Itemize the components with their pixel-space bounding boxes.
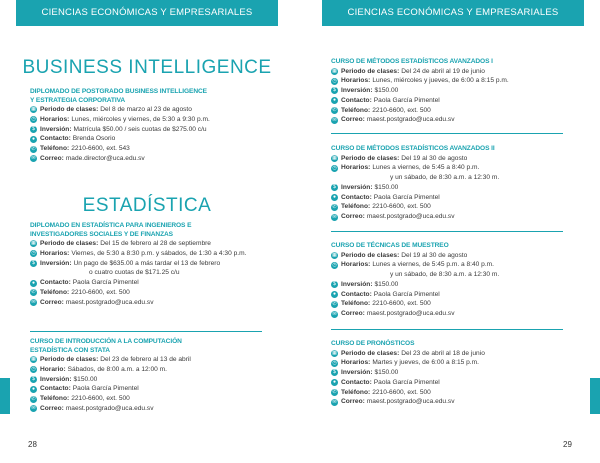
course-heading: DIPLOMADO DE POSTGRADO BUSINESS INTELLIGENCE	[30, 88, 207, 95]
divider	[331, 231, 563, 232]
phone-icon: ✆	[332, 203, 337, 210]
course-detail-row	[331, 115, 581, 125]
course-block	[30, 338, 280, 414]
course-detail-row	[331, 183, 581, 193]
mail-icon: ✉	[31, 155, 36, 162]
course-detail-row	[30, 288, 280, 298]
detail-label: Inversión:	[40, 125, 72, 133]
detail-label: Correo:	[40, 154, 64, 162]
detail-value: Paola García Pimentel	[373, 96, 440, 104]
course-detail-row	[30, 394, 280, 404]
detail-value[interactable]: maest.postgrado@uca.edu.sv	[366, 213, 455, 221]
detail-label: Correo:	[341, 398, 365, 406]
detail-label: Periodo de clases:	[341, 349, 400, 357]
detail-label: Correo:	[341, 310, 365, 318]
phone-icon: ✆	[332, 300, 337, 307]
mail-icon: ✉	[31, 299, 36, 306]
detail-value: Martes y jueves, de 6:00 a 8:15 p.m.	[372, 359, 479, 367]
course-block	[331, 145, 581, 222]
course-detail-row	[331, 193, 581, 203]
detail-value: Viernes, de 5:30 a 8:30 p.m. y sábados, de 1:30 a 4:30 p.m.	[71, 249, 247, 257]
clock-icon: ◷	[332, 77, 337, 84]
detail-value[interactable]: maest.postgrado@uca.edu.sv	[366, 310, 455, 318]
section-banner-right: CIENCIAS ECONÓMICAS Y EMPRESARIALES	[322, 0, 584, 26]
detail-value: 2210-6600, ext. 500	[372, 203, 431, 211]
calendar-icon: ▦	[332, 154, 337, 161]
course-heading: Y ESTRATEGIA CORPORATIVA	[30, 96, 126, 104]
course-heading: ESTADÍSTICA CON STATA	[30, 346, 110, 354]
detail-label: Contacto:	[40, 279, 71, 287]
course-detail-row	[30, 134, 280, 144]
detail-value: Paola García Pimentel	[373, 378, 440, 386]
detail-label: Inversión:	[40, 259, 72, 267]
detail-label: Teléfono:	[40, 395, 70, 403]
detail-value: Del 23 de abril al 18 de junio	[401, 349, 485, 357]
money-icon: $	[331, 87, 338, 94]
detail-label: Teléfono:	[341, 106, 371, 114]
course-detail-row	[331, 106, 581, 116]
mail-icon: ✉	[332, 213, 337, 220]
course-heading: DIPLOMADO EN ESTADÍSTICA PARA INGENIEROS E	[30, 222, 192, 229]
detail-value: Del 19 al 30 de agosto	[401, 154, 468, 162]
course-detail-row	[30, 239, 280, 249]
detail-value: $150.00	[374, 280, 399, 288]
course-detail-row	[30, 404, 280, 414]
course-detail-row	[331, 173, 581, 183]
person-icon: ●	[31, 385, 36, 392]
detail-label: Contacto:	[40, 385, 71, 393]
detail-value: Lunes a viernes, de 5:45 p.m. a 8:40 p.m.	[372, 261, 495, 269]
detail-value: 2210-6600, ext. 500	[372, 300, 431, 308]
course-detail-row	[30, 365, 280, 375]
detail-label: Periodo de clases:	[40, 240, 99, 247]
mail-icon: ✉	[332, 116, 337, 123]
side-tab-right	[590, 378, 600, 414]
detail-label: Correo:	[341, 213, 365, 221]
detail-label: Inversión:	[341, 87, 373, 95]
course-detail-row	[331, 212, 581, 222]
detail-value: 2210-6600, ext. 543	[71, 145, 130, 153]
detail-label: Contacto:	[341, 193, 372, 201]
course-block	[331, 242, 581, 319]
detail-value: Lunes a viernes, de 5:45 a 8:40 p.m.	[372, 164, 480, 172]
course-detail-row	[331, 378, 581, 388]
detail-label: Inversión:	[40, 375, 72, 383]
money-icon: $	[331, 184, 338, 191]
detail-label: Contacto:	[40, 135, 71, 143]
course-detail-row	[331, 260, 581, 270]
course-block	[30, 222, 280, 308]
money-icon: $	[331, 369, 338, 376]
calendar-icon: ▦	[31, 106, 36, 113]
calendar-icon: ▦	[332, 349, 337, 356]
money-icon: $	[30, 376, 37, 383]
course-detail-row	[331, 251, 581, 261]
detail-label: Horarios:	[341, 164, 371, 172]
page-number-right: 29	[563, 440, 572, 449]
course-detail-row	[30, 115, 280, 125]
course-detail-row	[30, 298, 280, 308]
detail-value: Brenda Osorio	[72, 135, 116, 143]
section-title-estadistica: ESTADÍSTICA	[82, 195, 212, 216]
course-detail-row	[331, 86, 581, 96]
course-detail-row	[30, 105, 280, 115]
detail-value[interactable]: maest.postgrado@uca.edu.sv	[65, 404, 154, 412]
person-icon: ●	[332, 194, 337, 201]
course-detail-row	[30, 249, 280, 259]
course-heading: INVESTIGADORES SOCIALES Y DE FINANZAS	[30, 230, 173, 238]
detail-value[interactable]: maest.postgrado@uca.edu.sv	[366, 116, 455, 124]
detail-value: y un sábado, de 8:30 a.m. a 12:30 m.	[390, 174, 500, 182]
detail-label: Correo:	[341, 116, 365, 124]
detail-label: Horario:	[40, 365, 66, 373]
course-block	[30, 88, 280, 164]
phone-icon: ✆	[332, 107, 337, 114]
mail-icon: ✉	[332, 310, 337, 317]
side-tab-left	[0, 378, 10, 414]
course-heading: CURSO DE TÉCNICAS DE MUESTREO	[331, 242, 449, 249]
course-detail-row	[331, 397, 581, 407]
course-heading: CURSO DE PRONÓSTICOS	[331, 340, 415, 347]
detail-label: Correo:	[40, 298, 64, 306]
clock-icon: ◷	[332, 261, 337, 268]
course-detail-row	[331, 290, 581, 300]
detail-value: Paola García Pimentel	[373, 193, 440, 201]
course-detail-row	[331, 280, 581, 290]
money-icon: $	[30, 126, 37, 133]
detail-value: Sábados, de 8:00 a.m. a 12:00 m.	[67, 365, 167, 373]
course-detail-row	[331, 299, 581, 309]
clock-icon: ◷	[332, 164, 337, 171]
detail-label: Periodo de clases:	[341, 67, 400, 75]
detail-label: Periodo de clases:	[40, 356, 99, 363]
detail-value: Del 24 de abril al 19 de junio	[401, 67, 485, 75]
detail-label: Teléfono:	[40, 145, 70, 153]
phone-icon: ✆	[31, 289, 36, 296]
detail-label: Teléfono:	[341, 388, 371, 396]
detail-value[interactable]: made.director@uca.edu.sv	[65, 154, 145, 162]
money-icon: $	[331, 281, 338, 288]
detail-value: Del 23 de febrero al 13 de abril	[100, 356, 191, 363]
detail-label: Periodo de clases:	[40, 106, 99, 113]
course-detail-row	[30, 259, 280, 269]
detail-value: Matrícula $50.00 / seis cuotas de $275.00 c/u	[73, 125, 207, 133]
detail-label: Horarios:	[341, 261, 371, 269]
clock-icon: ◷	[332, 359, 337, 366]
detail-value: Un pago de $635.00 a más tardar el 13 de febrero	[73, 259, 221, 267]
detail-value: Paola García Pimentel	[373, 290, 440, 298]
course-detail-row	[30, 154, 280, 164]
course-detail-row	[331, 349, 581, 359]
clock-icon: ◷	[31, 250, 36, 257]
detail-value: 2210-6600, ext. 500	[372, 106, 431, 114]
person-icon: ●	[31, 135, 36, 142]
detail-value: $150.00	[374, 183, 399, 191]
course-detail-row	[30, 384, 280, 394]
course-detail-row	[30, 355, 280, 365]
course-detail-row	[30, 375, 280, 385]
clock-icon: ◷	[31, 366, 36, 373]
detail-label: Contacto:	[341, 96, 372, 104]
mail-icon: ✉	[332, 398, 337, 405]
course-detail-row	[30, 125, 280, 135]
detail-value: $150.00	[374, 87, 399, 95]
course-heading: CURSO DE MÉTODOS ESTADÍSTICOS AVANZADOS II	[331, 145, 495, 152]
course-detail-row	[331, 358, 581, 368]
detail-value: o cuatro cuotas de $171.25 c/u	[89, 269, 180, 277]
detail-value: Lunes, miércoles y viernes, de 5:30 a 9:30 p.m.	[71, 115, 210, 123]
course-detail-row	[30, 268, 280, 278]
detail-label: Periodo de clases:	[341, 251, 400, 259]
clock-icon: ◷	[31, 116, 36, 123]
divider	[331, 329, 563, 330]
section-banner-left: CIENCIAS ECONÓMICAS Y EMPRESARIALES	[16, 0, 278, 26]
course-block	[331, 340, 581, 407]
divider	[30, 331, 262, 332]
detail-label: Horarios:	[40, 115, 70, 123]
course-detail-row	[30, 278, 280, 288]
person-icon: ●	[31, 279, 36, 286]
phone-icon: ✆	[332, 389, 337, 396]
detail-label: Horarios:	[341, 77, 371, 85]
detail-value: 2210-6600, ext. 500	[71, 395, 130, 403]
detail-value: Del 19 al 30 de agosto	[401, 251, 468, 259]
detail-value: Del 15 de febrero al 28 de septiembre	[100, 240, 211, 247]
course-detail-row	[331, 202, 581, 212]
detail-label: Teléfono:	[40, 288, 70, 296]
mail-icon: ✉	[31, 405, 36, 412]
money-icon: $	[30, 260, 37, 267]
course-detail-row	[30, 144, 280, 154]
calendar-icon: ▦	[31, 356, 36, 363]
detail-value: Paola García Pimentel	[72, 279, 139, 287]
detail-label: Inversión:	[341, 280, 373, 288]
course-heading: CURSO DE INTRODUCCIÓN A LA COMPUTACIÓN	[30, 338, 182, 345]
detail-value: y un sábado, de 8:30 a.m. a 12:30 m.	[390, 271, 500, 279]
course-heading: CURSO DE MÉTODOS ESTADÍSTICOS AVANZADOS I	[331, 58, 493, 65]
calendar-icon: ▦	[31, 240, 36, 247]
detail-label: Contacto:	[341, 290, 372, 298]
person-icon: ●	[332, 97, 337, 104]
phone-icon: ✆	[31, 145, 36, 152]
detail-label: Contacto:	[341, 378, 372, 386]
person-icon: ●	[332, 379, 337, 386]
detail-label: Inversión:	[341, 369, 373, 377]
detail-value: Lunes, miércoles y jueves, de 6:00 a 8:15 p.m.	[372, 77, 509, 85]
detail-label: Horarios:	[341, 359, 371, 367]
course-detail-row	[331, 368, 581, 378]
page-number-left: 28	[28, 440, 37, 449]
phone-icon: ✆	[31, 395, 36, 402]
detail-value: $150.00	[374, 369, 399, 377]
calendar-icon: ▦	[332, 67, 337, 74]
course-detail-row	[331, 388, 581, 398]
detail-value: 2210-6600, ext. 500	[71, 288, 130, 296]
course-detail-row	[331, 67, 581, 77]
detail-label: Periodo de clases:	[341, 154, 400, 162]
section-title-business-intelligence: BUSINESS INTELLIGENCE	[22, 57, 272, 78]
person-icon: ●	[332, 291, 337, 298]
detail-label: Inversión:	[341, 183, 373, 191]
course-block	[331, 58, 581, 125]
course-detail-row	[331, 309, 581, 319]
detail-value: 2210-6600, ext. 500	[372, 388, 431, 396]
detail-label: Correo:	[40, 404, 64, 412]
course-detail-row	[331, 270, 581, 280]
calendar-icon: ▦	[332, 251, 337, 258]
detail-label: Horarios:	[40, 249, 70, 257]
detail-value: Paola García Pimentel	[72, 385, 139, 393]
detail-value[interactable]: maest.postgrado@uca.edu.sv	[366, 398, 455, 406]
course-detail-row	[331, 154, 581, 164]
detail-label: Teléfono:	[341, 203, 371, 211]
course-detail-row	[331, 76, 581, 86]
divider	[331, 133, 563, 134]
detail-value[interactable]: maest.postgrado@uca.edu.sv	[65, 298, 154, 306]
detail-value: Del 8 de marzo al 23 de agosto	[100, 106, 192, 113]
course-detail-row	[331, 163, 581, 173]
detail-label: Teléfono:	[341, 300, 371, 308]
course-detail-row	[331, 96, 581, 106]
detail-value: $150.00	[73, 375, 98, 383]
